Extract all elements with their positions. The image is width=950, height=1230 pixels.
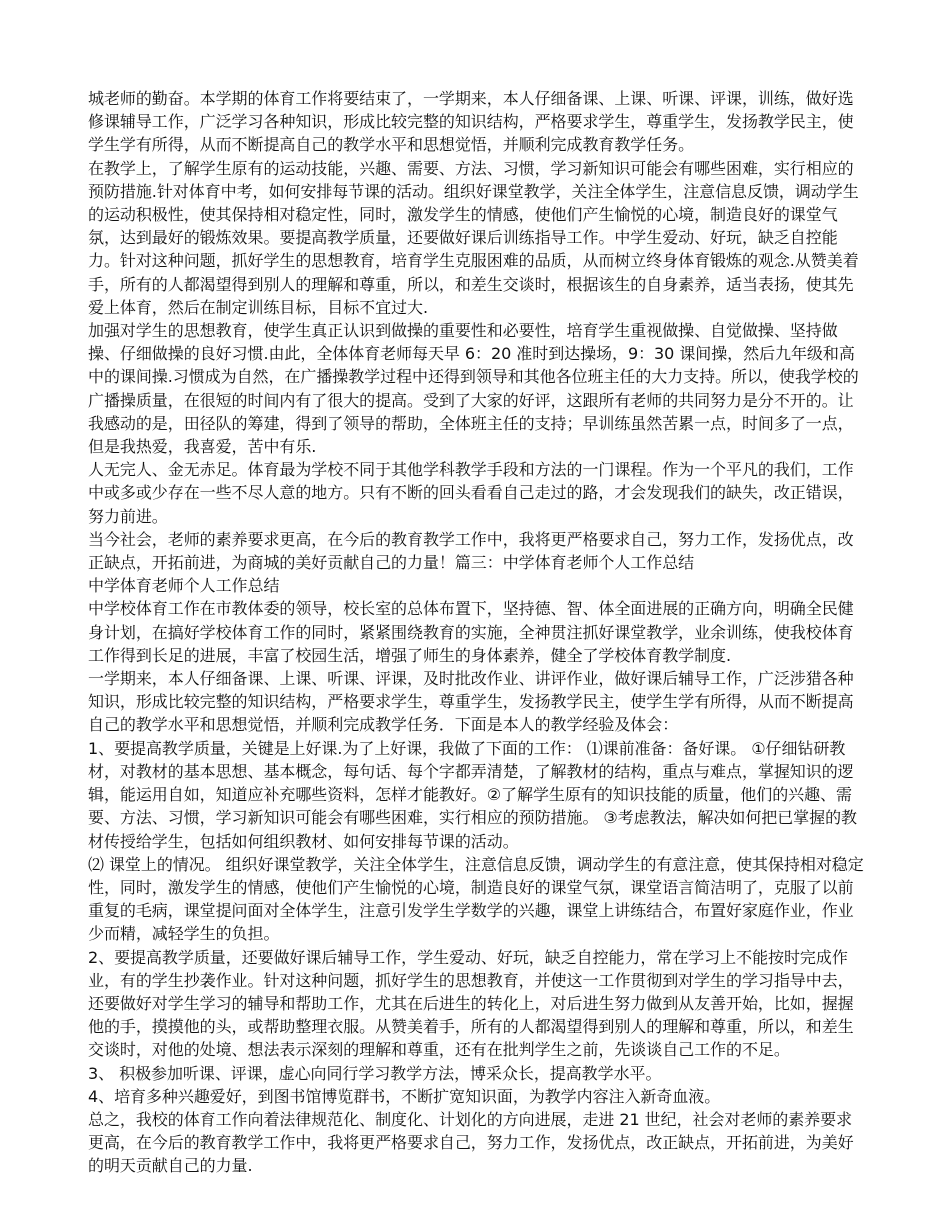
list-item-1: 1、要提高教学质量，关键是上好课.为了上好课，我做了下面的工作： ⑴课前准备：备好课。 ①仔细钻研教材，对教材的基本思想、基本概念，每句话、每个字都弄清楚，了解教材的结构，重点与难点，掌握知识的逻辑，能运用自如，知道应补充哪些资料，怎样才能教好。②了解学生原有的知识技能的质量，他们的兴趣、需要、方法、习惯，学习新知识可能会有哪些困难，实行相应的预防措施。 ③考虑教法，解决如何把已掌握的教材传授给学生，包括如何组织教材、如何安排每节课的活动。: [88, 738, 857, 851]
paragraph-school-pe: 中学校体育工作在市教体委的领导，校长室的总体布置下，坚持德、智、体全面进展的正确方向，明确全民健身计划，在搞好学校体育工作的同时，紧紧围绕教育的实施，全神贯注抓好课堂教学，业余训练，使我校体育工作得到长足的进展，丰富了校园生活，增强了师生的身体素养，健全了学校体育教学制度.: [88, 599, 854, 665]
section-title: 中学体育老师个人工作总结: [88, 576, 280, 596]
paragraph-exercise: 加强对学生的思想教育，使学生真正认识到做操的重要性和必要性，培育学生重视做操、自觉做操、坚持做操、仔细做操的良好习惯.由此，全体体育老师每天早 6：20 准时到达操场，9：30 课间操，然后九年级和高中的课间操.习惯成为自然，在广播操教学过程中还得到领导和其他各位班主任的大力支持。所以，使我学校的广播操质量，在很短的时间内有了很大的提高。受到了大家的好评，这跟所有老师的共同努力是分不开的。让我感动的是，田径队的筹建，得到了领导的帮助，全体班主任的支持；早训练虽然苦累一点，时间多了一点，但是我热爱，我喜爱，苦中有乐.: [88, 321, 859, 457]
paragraph-reflection: 人无完人、金无赤足。体育最为学校不同于其他学科教学手段和方法的一门课程。作为一个平凡的我们，工作中或多或少存在一些不尽人意的地方。只有不断的回头看看自己走过的路，才会发现我们的缺失，改正错误，努力前进。: [88, 460, 854, 526]
list-item-4: 4、培育多种兴趣爱好，到图书馆博览群书，不断扩宽知识面，为教学内容注入新奇血液。: [88, 1086, 721, 1106]
list-item-3: 3、 积极参加听课、评课，虚心向同行学习教学方法，博采众长，提高教学水平。: [88, 1063, 662, 1083]
paragraph-semester: 一学期来，本人仔细备课、上课、听课、评课，及时批改作业、讲评作业，做好课后辅导工作，广泛涉猎各种知识，形成比较完整的知识结构，严格要求学生，尊重学生，发扬教学民主，使学生学有所得，从而不断提高自己的教学水平和思想觉悟，并顺利完成教学任务．下面是本人的教学经验及体会：: [88, 669, 854, 735]
list-item-1-2: ⑵ 课堂上的情况。 组织好课堂教学，关注全体学生，注意信息反馈，调动学生的有意注意，使其保持相对稳定性，同时，激发学生的情感，使他们产生愉悦的心境，制造良好的课堂气氛，课堂语言简洁明了，克服了以前重复的毛病，课堂提问面对全体学生，注意引发学生学数学的兴趣，课堂上讲练结合，布置好家庭作业，作业少而精，减轻学生的负担。: [88, 854, 864, 944]
paragraph-continuation: 城老师的勤奋。本学期的体育工作将要结束了，一学期来，本人仔细备课、上课、听课、评课，训练，做好选修课辅导工作，广泛学习各种知识，形成比较完整的知识结构，严格要求学生，尊重学生，发扬教学民主，使学生学有所得，从而不断提高自己的教学水平和思想觉悟，并顺利完成教育教学任务。: [88, 89, 854, 155]
paragraph-society: 当今社会，老师的素养要求更高，在今后的教育教学工作中，我将更严格要求自己，努力工作，发扬优点，改正缺点，开拓前进，为商城的美好贡献自己的力量！篇三：中学体育老师个人工作总结: [88, 529, 854, 573]
list-item-2: 2、要提高教学质量，还要做好课后辅导工作，学生爱动、好玩，缺乏自控能力，常在学习上不能按时完成作业，有的学生抄袭作业。针对这种问题，抓好学生的思想教育，并使这一工作贯彻到对学生的学习指导中去，还要做好对学生学习的辅导和帮助工作，尤其在后进生的转化上，对后进生努力做到从友善开始，比如，握握他的手，摸摸他的头，或帮助整理衣服。从赞美着手，所有的人都渴望得到别人的理解和尊重，所以，和差生交谈时，对他的处境、想法表示深刻的理解和尊重，还有在批判学生之前，先谈谈自己工作的不足。: [88, 947, 854, 1060]
paragraph-conclusion: 总之，我校的体育工作向着法律规范化、制度化、计划化的方向进展，走进 21 世纪，社会对老师的素养要求更高，在今后的教育教学工作中，我将更严格要求自己，努力工作，发扬优点，改正缺点，开拓前进，为美好的明天贡献自己的力量.: [88, 1109, 854, 1176]
paragraph-teaching: 在教学上，了解学生原有的运动技能，兴趣、需要、方法、习惯，学习新知识可能会有哪些困难，实行相应的预防措施.针对体育中考，如何安排每节课的活动。组织好课堂教学，关注全体学生，注意信息反馈，调动学生的运动积极性，使其保持相对稳定性，同时，激发学生的情感，使他们产生愉悦的心境，制造良好的课堂气氛，达到最好的锻炼效果。要提高教学质量，还要做好课后训练指导工作。中学生爱动、好玩，缺乏自控能力。针对这种问题，抓好学生的思想教育，培育学生克服困难的品质，从而树立终身体育锻炼的观念.从赞美着手，所有的人都渴望得到别人的理解和尊重，所以，和差生交谈时，根据该生的自身素养，适当表扬，使其先爱上体育，然后在制定训练目标，目标不宜过大.: [88, 158, 859, 317]
